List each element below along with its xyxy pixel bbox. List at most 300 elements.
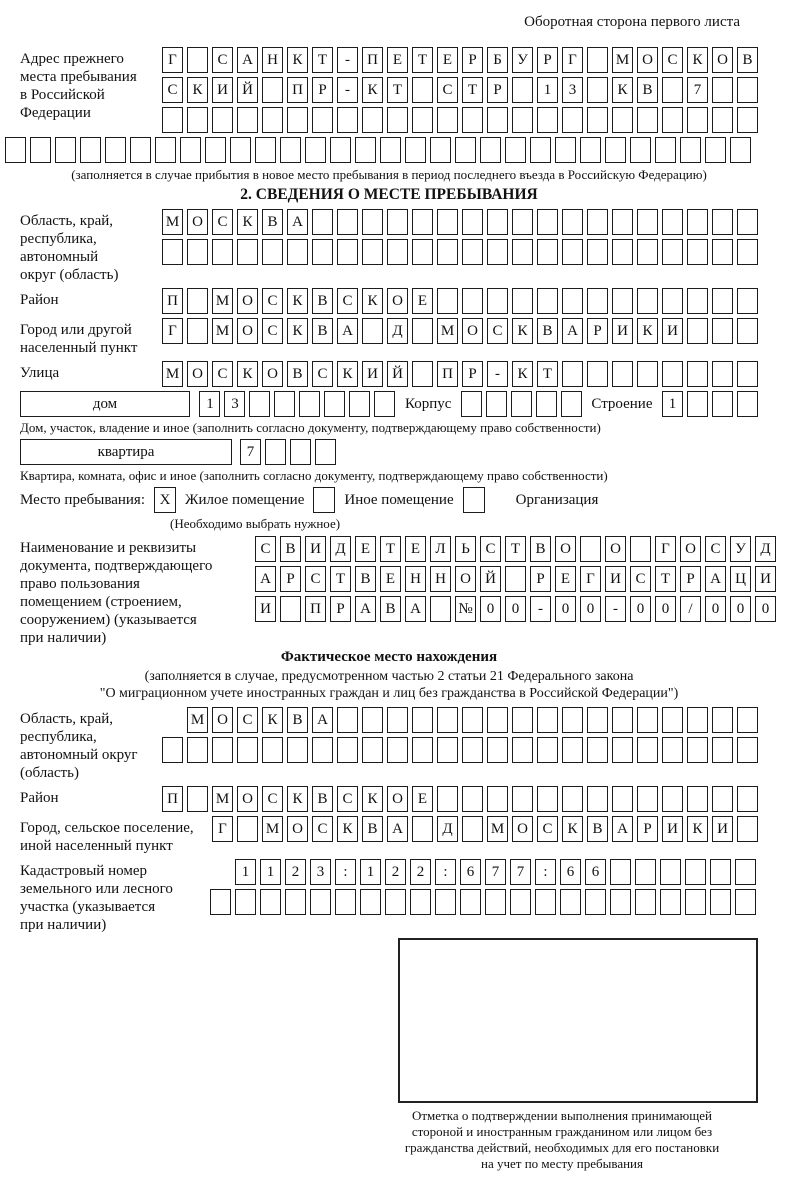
char-cell: - — [605, 596, 626, 622]
char-cell — [610, 859, 631, 885]
char-cell — [737, 786, 758, 812]
char-cell — [662, 288, 683, 314]
char-cell: Е — [437, 47, 458, 73]
char-cell — [662, 361, 683, 387]
prev-address-row-1 — [162, 47, 758, 73]
char-cell — [374, 391, 395, 417]
residence-checkbox-organizaciya — [463, 487, 485, 513]
char-cell: С — [262, 288, 283, 314]
char-cell — [462, 107, 483, 133]
char-cell: О — [287, 816, 308, 842]
char-cell: И — [662, 318, 683, 344]
char-cell: И — [612, 318, 633, 344]
dom-box-label: дом — [20, 391, 190, 417]
char-cell: 3 — [310, 859, 331, 885]
char-cell: П — [305, 596, 326, 622]
stroenie-label: Строение — [591, 395, 653, 412]
char-cell — [687, 239, 708, 265]
char-cell — [561, 391, 582, 417]
kadastr-rows — [210, 859, 756, 915]
char-cell — [562, 786, 583, 812]
char-cell: В — [287, 361, 308, 387]
char-cell — [510, 889, 531, 915]
char-cell: Н — [405, 566, 426, 592]
char-cell — [461, 391, 482, 417]
section2-title: 2. СВЕДЕНИЯ О МЕСТЕ ПРЕБЫВАНИЯ — [240, 186, 538, 203]
fact-oblast-label: Область, край, республика, автономный округ (область) — [20, 711, 138, 781]
char-cell — [265, 439, 286, 465]
char-cell — [487, 239, 508, 265]
kadastr-field — [20, 859, 758, 934]
char-cell — [562, 288, 583, 314]
char-cell: П — [362, 47, 383, 73]
char-cell — [237, 107, 258, 133]
char-cell — [487, 786, 508, 812]
char-cell: Л — [430, 536, 451, 562]
char-cell — [660, 889, 681, 915]
char-cell — [485, 889, 506, 915]
char-cell: 6 — [560, 859, 581, 885]
char-cell — [130, 137, 151, 163]
char-cell — [212, 737, 233, 763]
char-cell — [512, 288, 533, 314]
char-cell — [486, 391, 507, 417]
char-cell: С — [262, 318, 283, 344]
char-cell — [435, 889, 456, 915]
oblast-row-2 — [162, 239, 758, 265]
char-cell — [560, 889, 581, 915]
char-cell: 7 — [510, 859, 531, 885]
char-cell — [537, 209, 558, 235]
char-cell: М — [212, 288, 233, 314]
char-cell — [312, 239, 333, 265]
char-cell — [437, 209, 458, 235]
char-cell — [437, 107, 458, 133]
raion-row — [162, 288, 758, 314]
char-cell — [662, 107, 683, 133]
char-cell — [737, 77, 758, 103]
char-cell — [637, 288, 658, 314]
oblast-rows — [162, 209, 758, 265]
char-cell — [210, 889, 231, 915]
char-cell — [235, 889, 256, 915]
raion-label: Район — [20, 292, 59, 308]
char-cell: Д — [755, 536, 776, 562]
char-cell: С — [537, 816, 558, 842]
char-cell: В — [362, 816, 383, 842]
char-cell: Т — [505, 536, 526, 562]
char-cell — [412, 209, 433, 235]
char-cell: Н — [262, 47, 283, 73]
char-cell — [687, 786, 708, 812]
document-field — [20, 536, 771, 647]
char-cell — [537, 786, 558, 812]
char-cell: - — [487, 361, 508, 387]
char-cell: Т — [330, 566, 351, 592]
char-cell — [362, 318, 383, 344]
char-cell — [662, 707, 683, 733]
residence-option-organizaciya-label: Организация — [515, 491, 599, 508]
char-cell — [310, 889, 331, 915]
char-cell — [187, 239, 208, 265]
char-cell — [487, 209, 508, 235]
char-cell: И — [662, 816, 683, 842]
dom-row — [20, 391, 758, 417]
char-cell — [587, 77, 608, 103]
char-cell: О — [187, 209, 208, 235]
char-cell: К — [612, 77, 633, 103]
char-cell: К — [262, 707, 283, 733]
char-cell — [537, 239, 558, 265]
char-cell — [655, 137, 676, 163]
char-cell — [737, 737, 758, 763]
char-cell — [412, 318, 433, 344]
char-cell — [162, 107, 183, 133]
char-cell — [612, 209, 633, 235]
char-cell — [712, 786, 733, 812]
oblast-label: Область, край, республика, автономный округ (область) — [20, 213, 119, 283]
kadastr-row-1 — [235, 859, 756, 885]
char-cell — [535, 889, 556, 915]
char-cell: О — [712, 47, 733, 73]
char-cell: 2 — [385, 859, 406, 885]
char-cell — [530, 137, 551, 163]
document-rows — [255, 536, 776, 622]
korpus-label: Корпус — [404, 395, 452, 412]
char-cell: В — [287, 707, 308, 733]
char-cell — [662, 737, 683, 763]
char-cell: Д — [437, 816, 458, 842]
char-cell: Р — [280, 566, 301, 592]
prev-address-field — [20, 47, 758, 133]
char-cell: О — [455, 566, 476, 592]
char-cell — [437, 239, 458, 265]
char-cell — [412, 707, 433, 733]
char-cell — [630, 137, 651, 163]
char-cell: А — [312, 707, 333, 733]
char-cell: 0 — [580, 596, 601, 622]
char-cell: 3 — [224, 391, 245, 417]
char-cell: Р — [462, 361, 483, 387]
char-cell — [587, 786, 608, 812]
kvartira-row — [20, 439, 758, 465]
char-cell — [187, 737, 208, 763]
char-cell: К — [337, 816, 358, 842]
char-cell — [387, 707, 408, 733]
char-cell — [324, 391, 345, 417]
char-cell: А — [237, 47, 258, 73]
char-cell — [187, 47, 208, 73]
char-cell — [155, 137, 176, 163]
char-cell: К — [237, 209, 258, 235]
char-cell: И — [605, 566, 626, 592]
char-cell — [362, 707, 383, 733]
char-cell — [262, 239, 283, 265]
char-cell — [630, 536, 651, 562]
char-cell — [280, 137, 301, 163]
char-cell — [162, 239, 183, 265]
char-cell — [260, 889, 281, 915]
stroenie-row — [662, 391, 758, 417]
char-cell — [712, 391, 733, 417]
char-cell: 0 — [705, 596, 726, 622]
residence-type-row — [20, 487, 758, 513]
char-cell — [687, 737, 708, 763]
char-cell — [585, 889, 606, 915]
char-cell: В — [355, 566, 376, 592]
char-cell — [187, 107, 208, 133]
fact-notes — [20, 669, 758, 702]
char-cell: 1 — [260, 859, 281, 885]
char-cell: Г — [655, 536, 676, 562]
document-row-2 — [255, 566, 776, 592]
char-cell — [587, 239, 608, 265]
char-cell — [437, 786, 458, 812]
char-cell — [737, 391, 758, 417]
char-cell — [212, 239, 233, 265]
char-cell: Е — [387, 47, 408, 73]
char-cell: Т — [380, 536, 401, 562]
char-cell: Е — [555, 566, 576, 592]
document-row-3 — [255, 596, 776, 622]
char-cell — [612, 786, 633, 812]
char-cell — [249, 391, 270, 417]
char-cell: 7 — [485, 859, 506, 885]
char-cell: В — [537, 318, 558, 344]
char-cell: К — [362, 288, 383, 314]
char-cell: Д — [330, 536, 351, 562]
kadastr-row-2 — [210, 889, 756, 915]
char-cell — [555, 137, 576, 163]
char-cell: О — [237, 786, 258, 812]
fact-oblast-field — [20, 707, 758, 782]
char-cell — [255, 137, 276, 163]
char-cell: В — [312, 318, 333, 344]
char-cell: П — [162, 288, 183, 314]
char-cell: С — [437, 77, 458, 103]
char-cell — [735, 889, 756, 915]
char-cell: 3 — [562, 77, 583, 103]
char-cell — [587, 737, 608, 763]
char-cell: : — [435, 859, 456, 885]
char-cell — [637, 361, 658, 387]
char-cell: В — [637, 77, 658, 103]
char-cell: Р — [462, 47, 483, 73]
korpus-row — [461, 391, 582, 417]
prev-address-row-3 — [162, 107, 758, 133]
char-cell — [637, 707, 658, 733]
char-cell: К — [362, 77, 383, 103]
char-cell — [187, 786, 208, 812]
char-cell: А — [387, 816, 408, 842]
char-cell: Е — [405, 536, 426, 562]
char-cell: 0 — [755, 596, 776, 622]
char-cell — [262, 737, 283, 763]
ulitsa-field — [20, 361, 758, 387]
char-cell — [637, 786, 658, 812]
char-cell: 0 — [555, 596, 576, 622]
char-cell — [537, 288, 558, 314]
char-cell — [262, 77, 283, 103]
char-cell — [462, 239, 483, 265]
char-cell — [480, 137, 501, 163]
char-cell: Й — [480, 566, 501, 592]
char-cell: И — [255, 596, 276, 622]
char-cell: А — [355, 596, 376, 622]
char-cell: С — [487, 318, 508, 344]
char-cell — [687, 209, 708, 235]
char-cell: М — [162, 209, 183, 235]
char-cell: О — [237, 288, 258, 314]
char-cell: Е — [355, 536, 376, 562]
char-cell — [587, 47, 608, 73]
char-cell — [237, 737, 258, 763]
dom-note: Дом, участок, владение и иное (заполнить согласно документу, подтверждающему право собственности) — [20, 420, 601, 435]
char-cell: Б — [487, 47, 508, 73]
char-cell — [712, 239, 733, 265]
char-cell: У — [730, 536, 751, 562]
char-cell — [305, 137, 326, 163]
char-cell: В — [262, 209, 283, 235]
char-cell — [412, 77, 433, 103]
char-cell — [315, 439, 336, 465]
char-cell: И — [712, 816, 733, 842]
prev-address-label: Адрес прежнего места пребывания в Российской Федерации — [20, 51, 137, 121]
char-cell — [587, 288, 608, 314]
char-cell — [5, 137, 26, 163]
char-cell: Р — [637, 816, 658, 842]
char-cell: Г — [162, 318, 183, 344]
char-cell: 1 — [235, 859, 256, 885]
char-cell — [512, 107, 533, 133]
kvartira-number-row — [240, 439, 336, 465]
residence-label: Место пребывания: — [20, 491, 145, 508]
char-cell: С — [255, 536, 276, 562]
char-cell: М — [612, 47, 633, 73]
char-cell — [335, 889, 356, 915]
char-cell — [580, 536, 601, 562]
char-cell: П — [287, 77, 308, 103]
char-cell: Р — [587, 318, 608, 344]
char-cell: Р — [680, 566, 701, 592]
char-cell — [30, 137, 51, 163]
raion-field — [20, 288, 758, 314]
char-cell — [230, 137, 251, 163]
char-cell: М — [212, 786, 233, 812]
residence-checkbox-inoe — [313, 487, 335, 513]
char-cell: С — [337, 786, 358, 812]
char-cell — [512, 209, 533, 235]
char-cell — [462, 707, 483, 733]
char-cell: А — [255, 566, 276, 592]
char-cell: Е — [380, 566, 401, 592]
char-cell — [412, 361, 433, 387]
char-cell: И — [305, 536, 326, 562]
residence-note: (Необходимо выбрать нужное) — [170, 516, 341, 531]
char-cell — [512, 737, 533, 763]
fact-gorod-field — [20, 816, 758, 855]
document-row-1 — [255, 536, 776, 562]
char-cell: А — [405, 596, 426, 622]
char-cell — [460, 889, 481, 915]
fact-note-2: "О миграционном учете иностранных граждан и лиц без гражданства в Российской Федерации") — [99, 685, 679, 701]
char-cell — [605, 137, 626, 163]
char-cell: С — [630, 566, 651, 592]
char-cell — [562, 209, 583, 235]
char-cell — [680, 137, 701, 163]
char-cell: 7 — [687, 77, 708, 103]
char-cell: И — [755, 566, 776, 592]
char-cell: 0 — [505, 596, 526, 622]
char-cell — [287, 239, 308, 265]
fact-gorod-row — [212, 816, 758, 842]
char-cell: Т — [462, 77, 483, 103]
char-cell — [412, 737, 433, 763]
fact-oblast-rows — [162, 707, 758, 763]
dom-number-row — [199, 391, 395, 417]
char-cell — [587, 209, 608, 235]
char-cell — [337, 737, 358, 763]
char-cell — [412, 239, 433, 265]
gorod-label: Город или другой населенный пункт — [20, 322, 138, 356]
char-cell: К — [362, 786, 383, 812]
char-cell: 0 — [480, 596, 501, 622]
char-cell — [730, 137, 751, 163]
char-cell: 0 — [730, 596, 751, 622]
char-cell: 1 — [537, 77, 558, 103]
char-cell — [712, 288, 733, 314]
char-cell — [80, 137, 101, 163]
char-cell — [274, 391, 295, 417]
oblast-row-1 — [162, 209, 758, 235]
char-cell — [612, 239, 633, 265]
char-cell — [737, 816, 758, 842]
char-cell: № — [455, 596, 476, 622]
char-cell: О — [637, 47, 658, 73]
char-cell: 6 — [585, 859, 606, 885]
prev-address-row-4 — [5, 137, 758, 163]
char-cell: С — [662, 47, 683, 73]
char-cell: 1 — [199, 391, 220, 417]
stamp-box — [398, 938, 758, 1103]
char-cell — [737, 318, 758, 344]
char-cell: 6 — [460, 859, 481, 885]
char-cell — [505, 137, 526, 163]
char-cell — [362, 107, 383, 133]
char-cell — [290, 439, 311, 465]
char-cell: Е — [412, 288, 433, 314]
char-cell — [712, 209, 733, 235]
char-cell — [162, 737, 183, 763]
char-cell: - — [337, 77, 358, 103]
char-cell: М — [162, 361, 183, 387]
ulitsa-label: Улица — [20, 365, 60, 381]
char-cell — [712, 707, 733, 733]
char-cell — [462, 209, 483, 235]
char-cell: - — [337, 47, 358, 73]
char-cell — [737, 707, 758, 733]
char-cell — [687, 318, 708, 344]
prev-address-note: (заполняется в случае прибытия в новое место пребывания в период последнего въезда в Российскую Федерацию) — [71, 167, 707, 182]
char-cell — [337, 209, 358, 235]
char-cell — [312, 209, 333, 235]
char-cell: Т — [537, 361, 558, 387]
char-cell — [587, 707, 608, 733]
char-cell — [462, 737, 483, 763]
char-cell — [405, 137, 426, 163]
ulitsa-row — [162, 361, 758, 387]
char-cell — [662, 77, 683, 103]
